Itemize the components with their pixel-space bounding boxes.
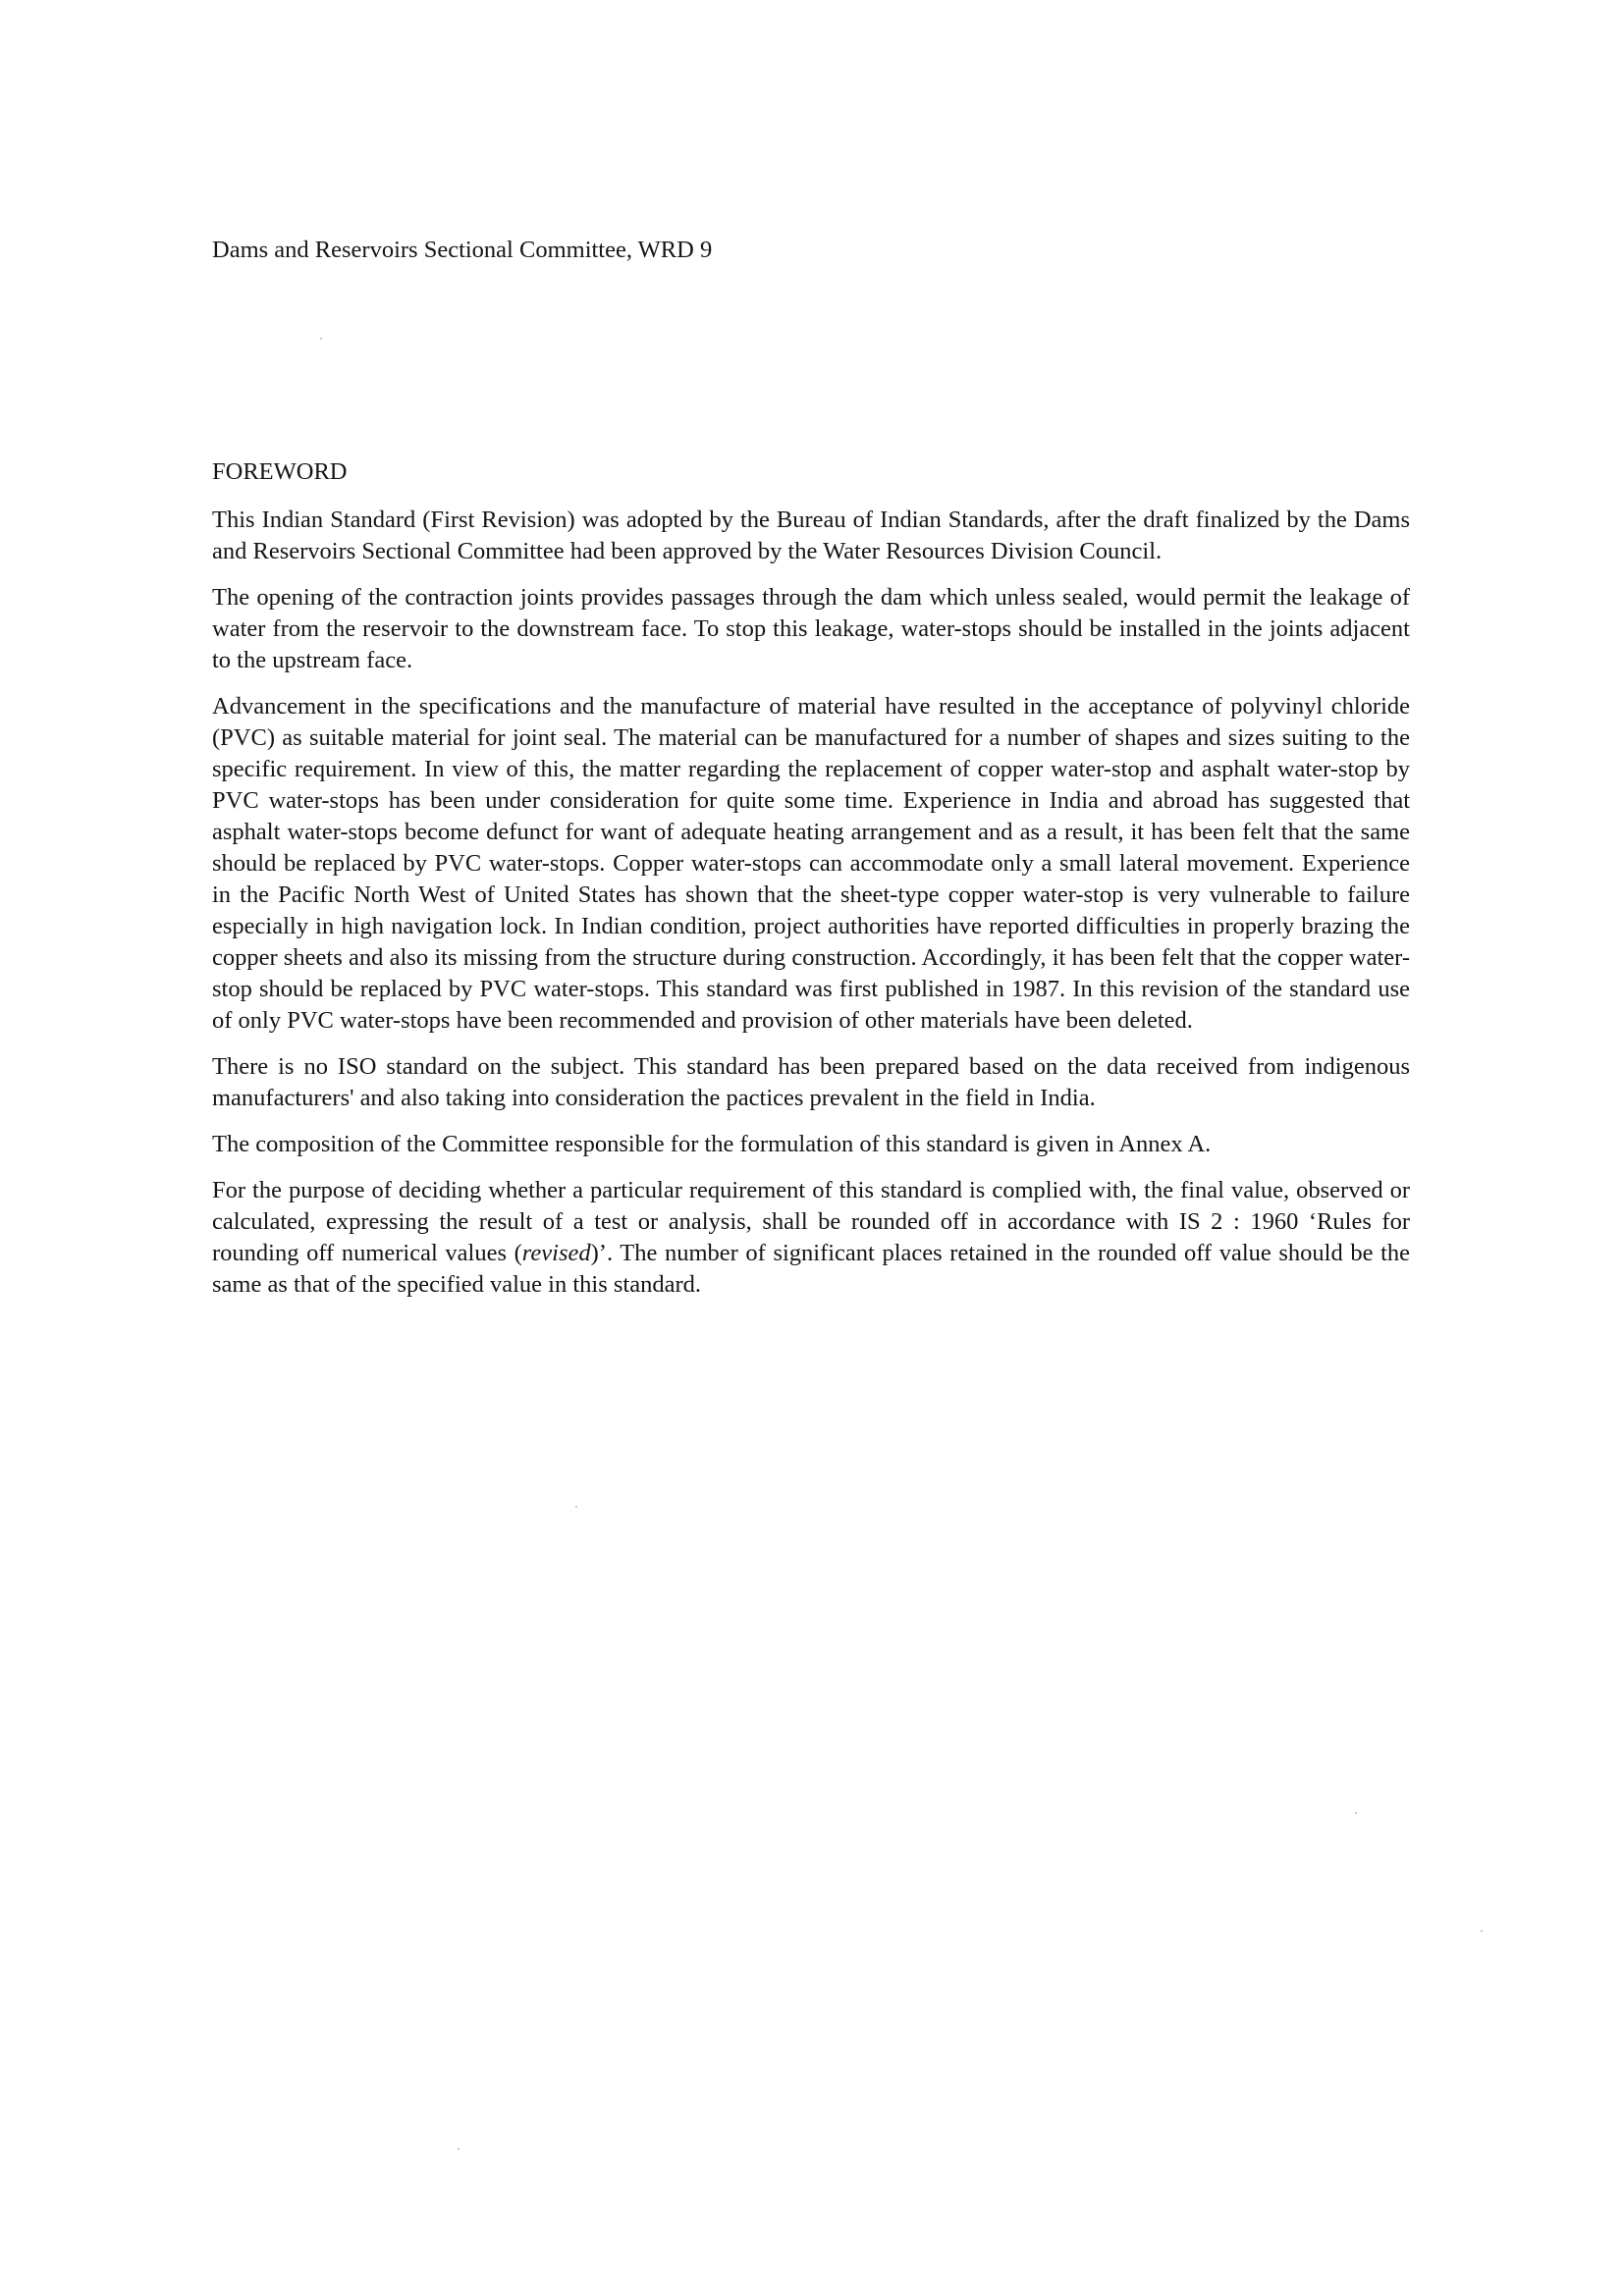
paragraph-committee-composition: The composition of the Committee responsible for the formulation of this standard is given in Annex A. [212, 1131, 1212, 1157]
scan-speck [575, 1506, 577, 1508]
foreword-heading: FOREWORD [212, 458, 348, 485]
paragraph-rounding-off [212, 1175, 1410, 1301]
paragraph-iso-standard: There is no ISO standard on the subject. This standard has been prepared based on the data received from indigenous manufacturers' and also taking into consideration the pactices prevalent in the field in India. [212, 1053, 1410, 1111]
rounding-text-start: For the purpose of deciding whether a particular requirement of this standard is complied with, the final value, observed or calculated, expressing the result of a test or analysis, shall be rounded off in accordance with IS 2 : 1960 ‘Rules for rounding off numerical values ( [212, 1177, 1410, 1266]
paragraph-contraction-joints: The opening of the contraction joints provides passages through the dam which unless sealed, would permit the leakage of water from the reservoir to the downstream face. To stop this leakage, water-stops should be installed in the joints adjacent to the upstream face. [212, 584, 1410, 673]
rounding-text-revised: revised [521, 1240, 591, 1266]
scan-speck [320, 338, 322, 340]
rounding-text-end: )’. The number of significant places retained in the rounded off value should be the same as that of the specified value in this standard. [212, 1240, 1411, 1298]
scan-speck [458, 2148, 460, 2150]
scan-speck [1355, 1812, 1357, 1814]
scan-speck [1481, 1930, 1483, 1932]
committee-reference: Dams and Reservoirs Sectional Committee, WRD 9 [212, 237, 713, 263]
paragraph-pvc-advancement: Advancement in the specifications and the manufacture of material have resulted in the acceptance of polyvinyl chloride (PVC) as suitable material for joint seal. The material can be manufactured for a number of shapes and sizes suiting to the specific requirement. In view of this, the matter regarding the replacement of copper water-stop and asphalt water-stop by PVC water-stops has been under consideration for quite some time. Experience in India and abroad has suggested that asphalt water-stops become defunct for want of adequate heating arrangement and as a result, it has been felt that the same should be replaced by PVC water-stops. Copper water-stops can accommodate only a small lateral movement. Experience in the Pacific North West of United States has shown that the sheet-type copper water-stop is very vulnerable to failure especially in high navigation lock. In Indian condition, project authorities have reported difficulties in properly brazing the copper sheets and also its missing from the structure during construction. Accordingly, it has been felt that the copper water-stop should be replaced by PVC water-stops. This standard was first published in 1987. In this revision of the standard use of only PVC water-stops have been recommended and provision of other materials have been deleted. [212, 693, 1410, 1034]
paragraph-adoption: This Indian Standard (First Revision) was adopted by the Bureau of Indian Standards, after the draft finalized by the Dams and Reservoirs Sectional Committee had been approved by the Water Resources Division Council. [212, 507, 1410, 564]
foreword-body [212, 505, 1410, 1315]
